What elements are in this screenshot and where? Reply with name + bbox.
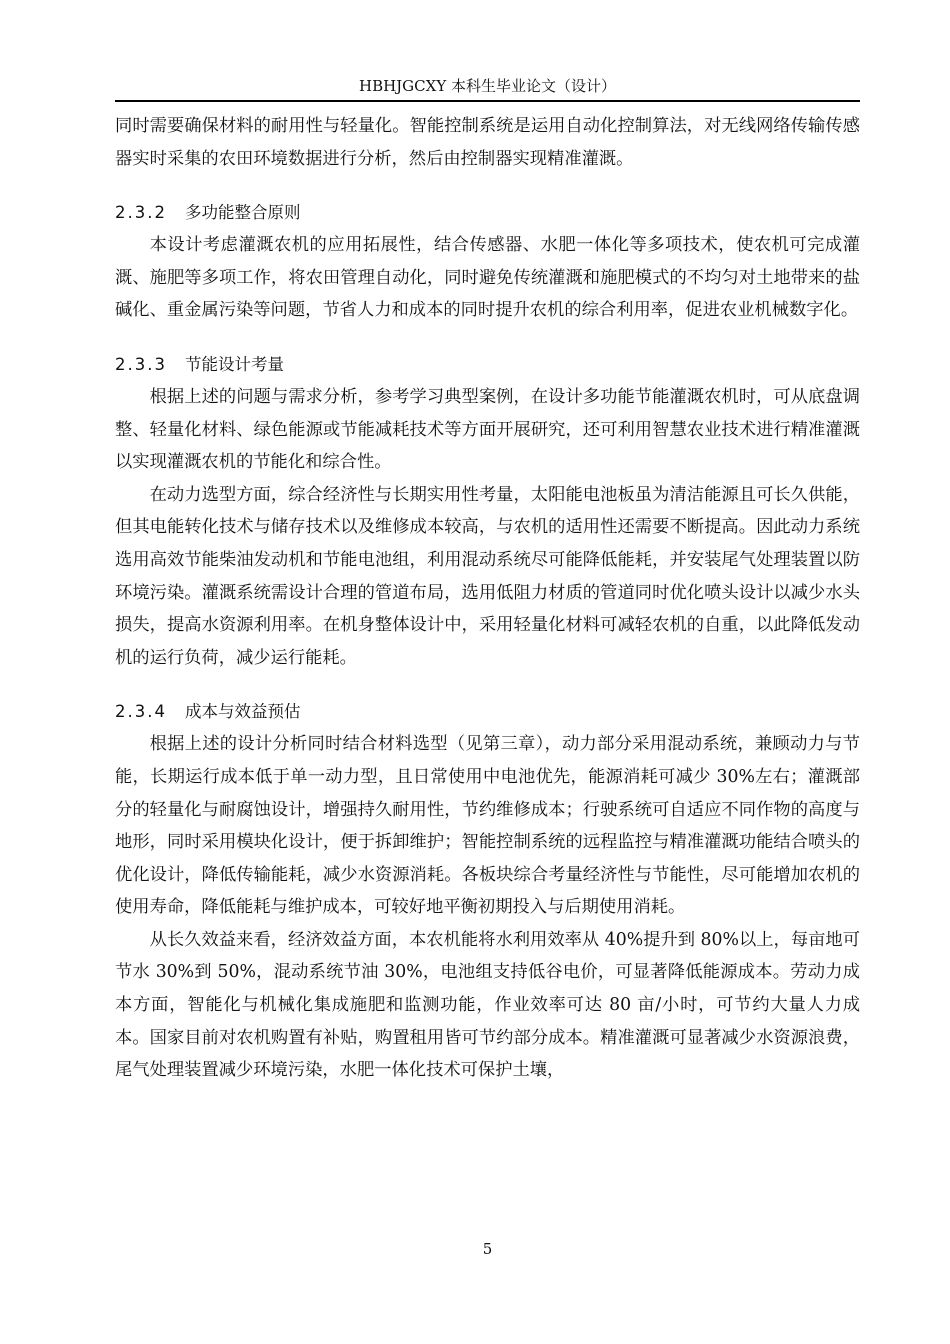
paragraph: 根据上述的设计分析同时结合材料选型（见第三章），动力部分采用混动系统，兼顾动力与节能，长期运行成本低于单一动力型，且日常使用中电池优先，能源消耗可减少 30%左右；灌溉部分的轻量化与耐腐蚀设计，增强持久耐用性，节约维修成本；行驶系统可自适应不同作物的高度与地形，同时采用模块化设计，便于拆卸维护；智能控制系统的远程监控与精准灌溉功能结合喷头的优化设计，降低传输能耗，减少水资源消耗。各板块综合考量经济性与节能性，尽可能增加农机的使用寿命，降低能耗与维护成本，可较好地平衡初期投入与后期使用消耗。: [115, 734, 860, 918]
paragraph: 本设计考虑灌溉农机的应用拓展性，结合传感器、水肥一体化等多项技术，使农机可完成灌溉、施肥等多项工作，将农田管理自动化，同时避免传统灌溉和施肥模式的不均匀对土地带来的盐碱化、重金属污染等问题，节省人力和成本的同时提升农机的综合利用率，促进农业机械数字化。: [115, 235, 860, 321]
paragraph: 根据上述的问题与需求分析，参考学习典型案例，在设计多功能节能灌溉农机时，可从底盘调整、轻量化材料、绿色能源或节能减耗技术等方面开展研究，还可利用智慧农业技术进行精准灌溉以实现灌溉农机的节能化和综合性。: [115, 386, 860, 473]
paragraph: 从长久效益来看，经济效益方面，本农机能将水利用效率从 40%提升到 80%以上，每亩地可节水 30%到 50%，混动系统节油 30%，电池组支持低谷电价，可显著降低能源成本。劳动力成本方面，智能化与机械化集成施肥和监测功能，作业效率可达 80 亩/小时，可节约大量人力成本。国家目前对农机购置有补贴，购置租用皆可节约部分成本。精准灌溉可显著减少水资源浪费，尾气处理装置减少环境污染，水肥一体化技术可保护土壤，: [115, 929, 860, 1081]
section-heading-2-3-3: [115, 349, 860, 381]
section-heading-2-3-4: [115, 696, 860, 728]
section-title: 多功能整合原则: [184, 203, 301, 223]
section-number: 2.3.4: [115, 702, 167, 722]
section-heading-2-3-2: [115, 197, 860, 229]
running-header: HBHJGCXY 本科生毕业论文（设计）: [358, 77, 616, 95]
intro-paragraph: 同时需要确保材料的耐用性与轻量化。智能控制系统是运用自动化控制算法，对无线网络传输传感器实时采集的农田环境数据进行分析，然后由控制器实现精准灌溉。: [115, 116, 860, 169]
page-body: [115, 110, 860, 1087]
page-number: 5: [482, 1240, 493, 1258]
section-number: 2.3.3: [115, 354, 167, 374]
section-title: 节能设计考量: [184, 354, 284, 374]
section-number: 2.3.2: [115, 203, 167, 223]
header-rule: [115, 100, 860, 102]
paragraph: 在动力选型方面，综合经济性与长期实用性考量，太阳能电池板虽为清洁能源且可长久供能，但其电能转化技术与储存技术以及维修成本较高，与农机的适用性还需要不断提高。因此动力系统选用高效节能柴油发动机和节能电池组，利用混动系统尽可能降低能耗，并安装尾气处理装置以防环境污染。灌溉系统需设计合理的管道布局，选用低阻力材质的管道同时优化喷头设计以减少水头损失，提高水资源利用率。在机身整体设计中，采用轻量化材料可减轻农机的自重，以此降低发动机的运行负荷，减少运行能耗。: [115, 484, 860, 668]
section-title: 成本与效益预估: [184, 702, 301, 722]
